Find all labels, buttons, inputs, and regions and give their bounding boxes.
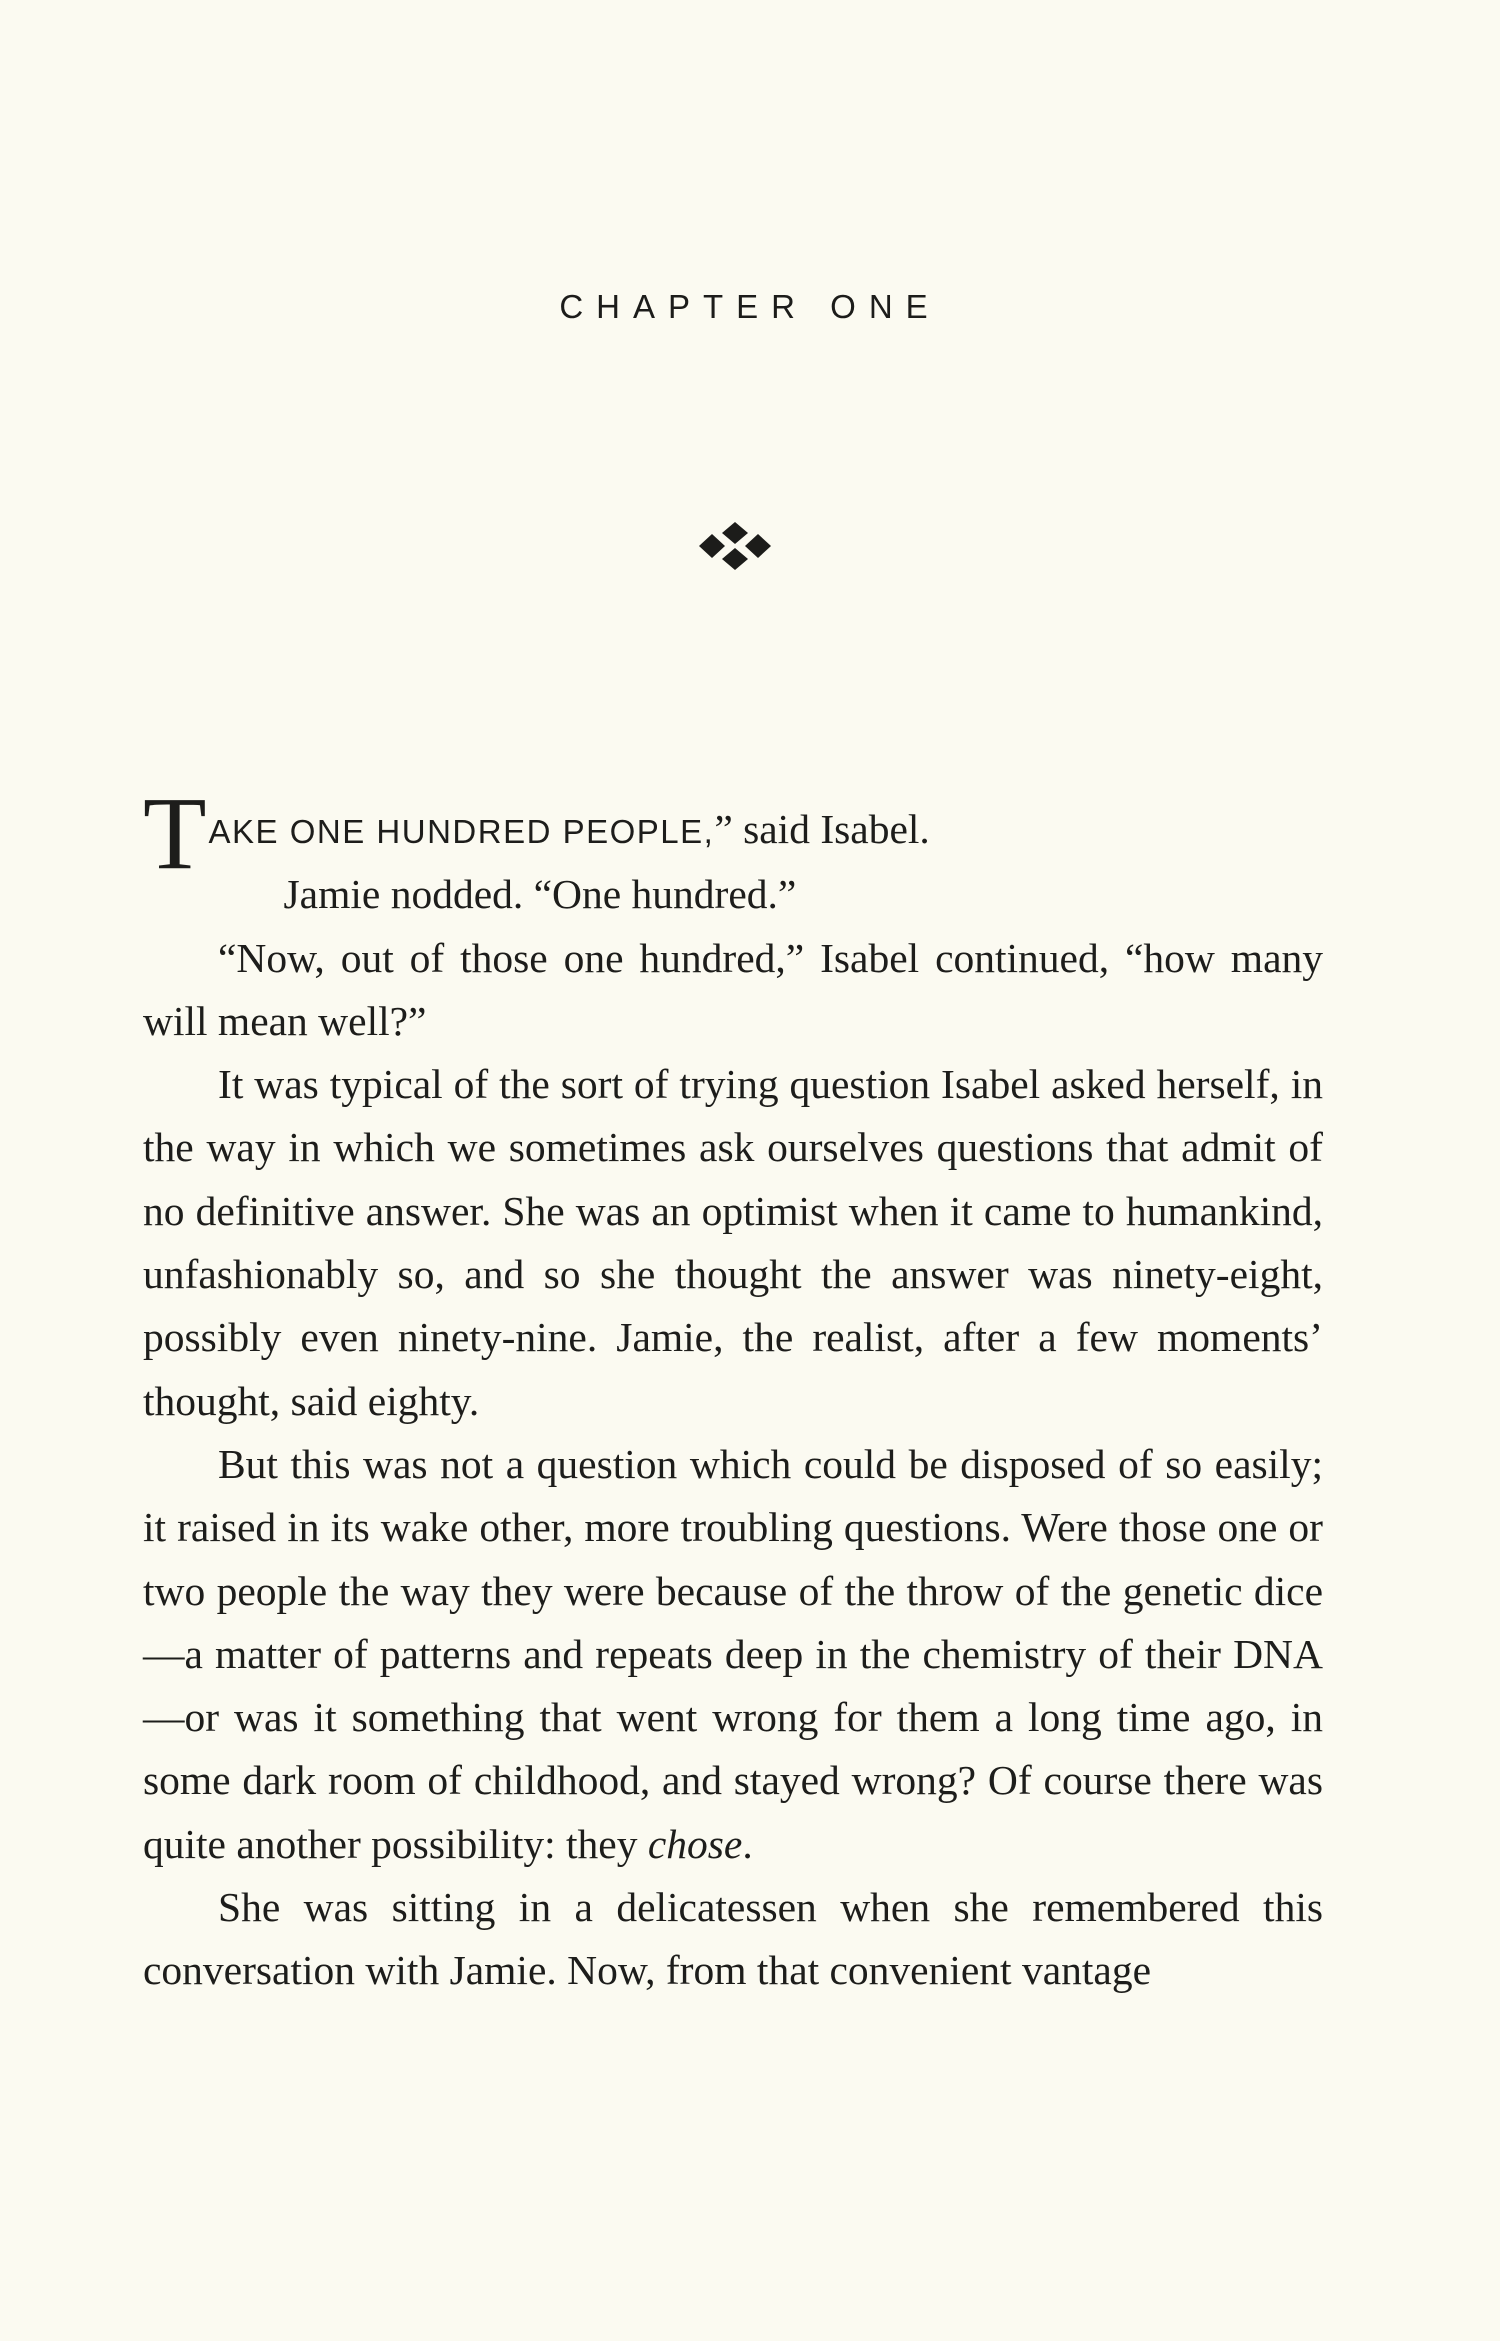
paragraph	[143, 1433, 1323, 1876]
paragraph: “Now, out of those one hundred,” Isabel continued, “how many will mean well?”	[143, 934, 1323, 1044]
paragraph: Jamie nodded. “One hundred.”	[283, 871, 797, 918]
paragraph-punctuation: .	[742, 1820, 753, 1867]
emphasized-word: chose	[647, 1820, 743, 1867]
opening-small-caps: AKE ONE HUNDRED PEOPLE,	[208, 813, 715, 850]
chapter-body	[143, 776, 1323, 2003]
opening-rest: ” said Isabel.	[714, 806, 930, 852]
diamond-ornament-icon	[690, 520, 780, 572]
paragraph-opening	[143, 776, 1323, 891]
chapter-heading: CHAPTER ONE	[559, 288, 941, 325]
drop-cap: T	[143, 776, 207, 891]
paragraph-text: But this was not a question which could be disposed of so easily; it raised in its wake other, more troubling questions. Were those one or two people the way they were because of the throw of the genetic dice—a matter of patterns and repeats deep in the chemistry of their DNA—or was it something that went wrong for them a long time ago, in some dark room of childhood, and stayed wrong? Of course there was quite another possibility: they	[143, 1440, 1323, 1867]
paragraph: She was sitting in a delicatessen when she remembered this conversation with Jamie. Now, from that convenient vantage	[143, 1884, 1323, 1994]
paragraph: It was typical of the sort of trying question Isabel asked herself, in the way in which we sometimes ask ourselves questions that admit of no definitive answer. She was an optimist when it came to humankind, unfashionably so, and so she thought the answer was ninety-eight, possibly even ninety-nine. Jamie, the realist, after a few moments’ thought, said eighty.	[143, 1061, 1323, 1424]
